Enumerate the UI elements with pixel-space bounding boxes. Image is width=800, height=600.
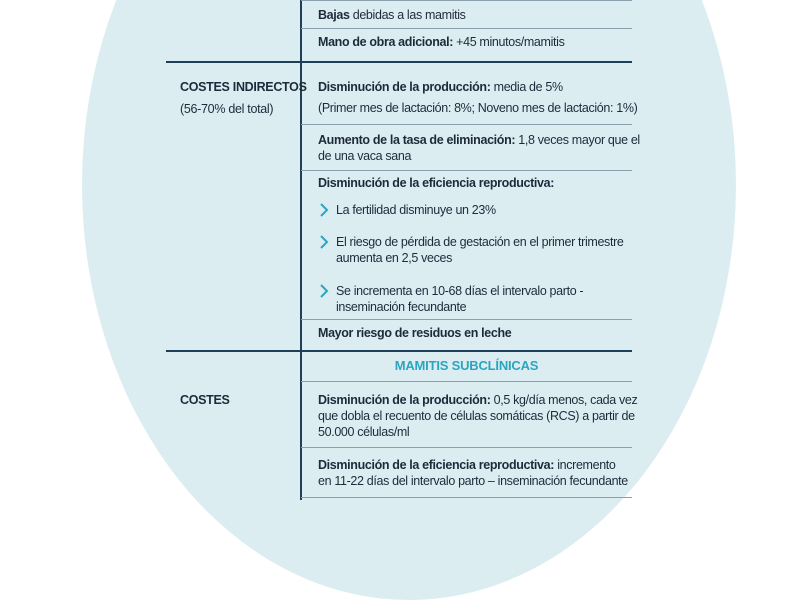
costes-indirectos-share: (56-70% del total) (180, 102, 274, 116)
mano-obra-text: +45 minutos/mamitis (453, 35, 565, 49)
subclinicas-reproductiva-text: incremento (554, 458, 616, 472)
bullet-riesgo-perdida: El riesgo de pérdida de gestación en el primer trimestre (336, 235, 624, 249)
disminucion-produccion-text: media de 5% (490, 80, 563, 94)
subclinicas-produccion-line2: que dobla el recuento de células somáticas (RCS) a partir de (318, 409, 635, 423)
row-divider (301, 319, 632, 320)
disminucion-produccion-row (318, 79, 563, 95)
eficiencia-reproductiva-title (318, 175, 554, 191)
row-divider (301, 170, 632, 171)
section-divider (166, 350, 632, 352)
aumento-tasa-label: Aumento de la tasa de eliminación: (318, 133, 516, 147)
subclinicas-produccion-text: 0,5 kg/día menos, cada vez (490, 393, 638, 407)
chevron-right-icon (318, 283, 330, 299)
costes-label (180, 389, 230, 411)
disminucion-produccion-detail: (Primer mes de lactación: 8%; Noveno mes de lactación: 1%) (318, 101, 638, 115)
subclinicas-reproductiva-label: Disminución de la eficiencia reproductiva: (318, 458, 555, 472)
subclinicas-produccion-row (318, 392, 637, 408)
costes-indirectos-title: COSTES INDIRECTOS (180, 80, 307, 94)
bajas-label: Bajas (318, 8, 350, 22)
aumento-tasa-text: 1,8 veces mayor que el (515, 133, 640, 147)
bajas-text: debidas a las mamitis (349, 8, 466, 22)
costes-title: COSTES (180, 393, 230, 407)
subclinicas-reproductiva-line2: en 11-22 días del intervalo parto – inseminación fecundante (318, 474, 628, 488)
row-divider (301, 447, 632, 448)
mamitis-subclinicas-title: MAMITIS SUBCLÍNICAS (394, 358, 539, 373)
aumento-tasa-line2: de una vaca sana (318, 149, 412, 163)
mano-obra-row (318, 34, 564, 50)
bullet-fertilidad: La fertilidad disminuye un 23% (336, 203, 496, 217)
row-divider (301, 0, 632, 1)
subclinicas-reproductiva-row (318, 457, 616, 473)
bullet-riesgo-perdida-line2: aumenta en 2,5 veces (336, 251, 452, 265)
costes-indirectos-label (180, 76, 307, 120)
residuos-label: Mayor riesgo de residuos en leche (318, 326, 512, 340)
residuos-row (318, 325, 511, 341)
aumento-tasa-row (318, 132, 640, 148)
subclinicas-produccion-label: Disminución de la producción: (318, 393, 491, 407)
section-divider (166, 61, 632, 63)
bullet-intervalo-parto: Se incrementa en 10-68 días el intervalo parto - (336, 284, 584, 298)
bajas-row (318, 7, 466, 23)
subclinicas-produccion-line3: 50.000 células/ml (318, 425, 410, 439)
disminucion-produccion-label: Disminución de la producción: (318, 80, 491, 94)
row-divider (301, 497, 632, 498)
row-divider (301, 381, 632, 382)
column-divider (300, 0, 302, 500)
row-divider (301, 124, 632, 125)
row-divider (301, 28, 632, 29)
mano-obra-label: Mano de obra adicional: (318, 35, 454, 49)
bullet-intervalo-parto-line2: inseminación fecundante (336, 300, 467, 314)
chevron-right-icon (318, 202, 330, 218)
chevron-right-icon (318, 234, 330, 250)
eficiencia-reproductiva-label: Disminución de la eficiencia reproductiva: (318, 176, 555, 190)
